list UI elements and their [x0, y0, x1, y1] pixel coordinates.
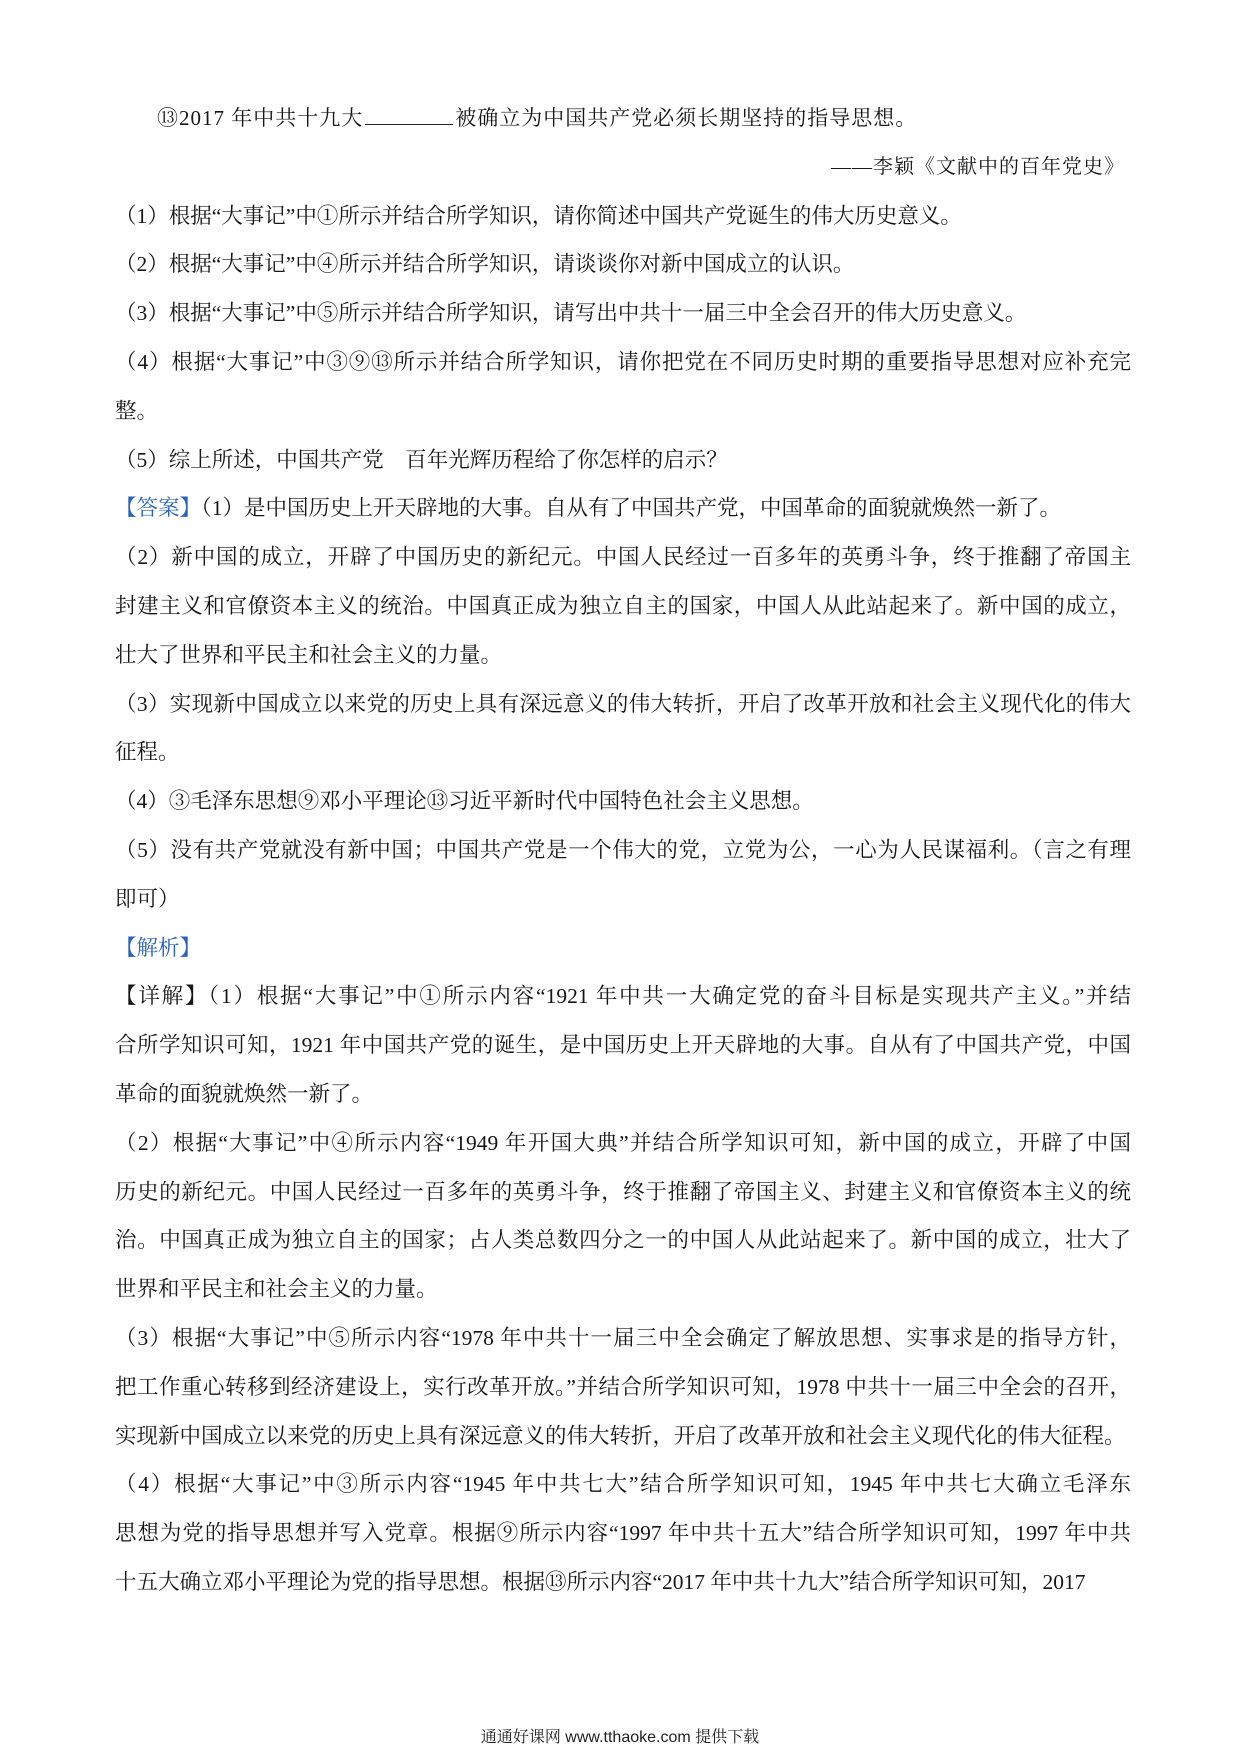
- question-item-text: （3）根据“大事记”中⑤所示并结合所学知识，请写出中共十一届三中全会召开的伟大历史意义。: [115, 301, 1027, 326]
- answer-item-text: （5）没有共产党就没有新中国；中国共产党是一个伟大的党，立党为公，一心为人民谋福利。（言之有理: [115, 837, 1131, 862]
- source-citation: ——李颖《文献中的百年党史》: [831, 155, 1125, 178]
- answer-item-text: （2）新中国的成立，开辟了中国历史的新纪元。中国人民经过一百多年的英勇斗争，终于推翻了帝国主: [115, 545, 1131, 570]
- question-item-line: [115, 338, 1131, 387]
- detail-item-line: [115, 1363, 1131, 1412]
- detail-item-line: [115, 1460, 1131, 1509]
- question-item-text: 整。: [115, 398, 159, 423]
- detail-item-line: [115, 1168, 1131, 1217]
- answer-item-text: （4）③毛泽东思想⑨邓小平理论⑬习近平新时代中国特色社会主义思想。: [115, 789, 814, 814]
- question-item-text: （4）根据“大事记”中③⑨⑬所示并结合所学知识，请你把党在不同历史时期的重要指导思想对应补充完: [115, 349, 1131, 374]
- question-item-line: [115, 387, 1131, 436]
- detail-section: [0, 972, 1240, 1606]
- answer-label: 【答案】: [115, 496, 202, 521]
- detail-item-text: 治。中国真正成为独立自主的国家；占人类总数四分之一的中国人从此站起来了。新中国的成立，壮大了: [115, 1228, 1131, 1253]
- detail-item-text: （3）根据“大事记”中⑤所示内容“1978 年中共十一届三中全会确定了解放思想、实事求是的指导方针，: [115, 1325, 1131, 1350]
- question-list: [0, 192, 1240, 485]
- detail-item-line: [115, 1509, 1131, 1558]
- footer-watermark: 通通好课网 www.tthaoke.com 提供下载: [480, 1729, 760, 1746]
- answer-item-line: [115, 680, 1131, 729]
- answer-item-line: [115, 777, 1131, 826]
- fill-in-blank: [365, 106, 453, 125]
- detail-item-text: 历史的新纪元。中国人民经过一百多年的英勇斗争，终于推翻了帝国主义、封建主义和官僚资本主义的统: [115, 1179, 1131, 1204]
- detail-item-text: 合所学知识可知，1921 年中国共产党的诞生，是中国历史上开天辟地的大事。自从有了中国共产党，中国: [115, 1033, 1131, 1058]
- detail-item-line: [115, 1021, 1131, 1070]
- detail-item-line: [115, 1265, 1131, 1314]
- answer-item-text: 征程。: [115, 740, 180, 765]
- detail-item-line: [115, 972, 1131, 1021]
- answer-item-text: （3）实现新中国成立以来党的历史上具有深远意义的伟大转折，开启了改革开放和社会主义现代化的伟大: [115, 691, 1131, 716]
- detail-item-text: 实现新中国成立以来党的历史上具有深远意义的伟大转折，开启了改革开放和社会主义现代化的伟大征程。: [115, 1423, 1126, 1448]
- detail-item-line: [115, 1216, 1131, 1265]
- answer-item-line: [115, 533, 1131, 582]
- event-item-13-rest: 被确立为中国共产党必须长期坚持的指导思想。: [455, 106, 918, 130]
- detail-item-text: 世界和平民主和社会主义的力量。: [115, 1277, 438, 1302]
- answer-item-text: 即可）: [115, 886, 180, 911]
- question-item-text: （5）综上所述，中国共产党 百年光辉历程给了你怎样的启示？: [115, 447, 728, 472]
- event-item-13: [157, 94, 1117, 143]
- detail-item-text: （1）根据“大事记”中①所示内容“1921 年中共一大确定党的奋斗目标是实现共产主义。”并结: [208, 984, 1131, 1009]
- answer-item-line: [115, 582, 1131, 631]
- answer-item-text: 壮大了世界和平民主和社会主义的力量。: [115, 642, 503, 667]
- answer-item-line: [115, 826, 1131, 875]
- answer-item-line: [115, 631, 1131, 680]
- detail-item-text: 思想为党的指导思想并写入党章。根据⑨所示内容“1997 年中共十五大”结合所学知识可知，1997 年中共: [115, 1521, 1131, 1546]
- detail-item-line: [115, 1119, 1131, 1168]
- detail-item-text: 把工作重心转移到经济建设上，实行改革开放。”并结合所学知识可知，1978 中共十一届三中全会的召开，: [115, 1374, 1131, 1399]
- detail-item-line: [115, 1070, 1131, 1119]
- detail-item-text: （2）根据“大事记”中④所示内容“1949 年开国大典”并结合所学知识可知，新中国的成立，开辟了中国: [115, 1130, 1131, 1155]
- detail-item-text: 十五大确立邓小平理论为党的指导思想。根据⑬所示内容“2017 年中共十九大”结合所学知识可知，2017: [115, 1569, 1086, 1594]
- detail-label: 【详解】: [115, 984, 209, 1009]
- detail-item-line: [115, 1314, 1131, 1363]
- question-item-line: [115, 192, 1131, 241]
- answer-item-line: [115, 484, 1131, 533]
- question-item-line: [115, 240, 1131, 289]
- analysis-label: 【解析】: [115, 935, 202, 960]
- question-item-text: （1）根据“大事记”中①所示并结合所学知识，请你简述中国共产党诞生的伟大历史意义。: [115, 203, 962, 228]
- document-page: [0, 94, 1240, 1607]
- detail-item-text: 革命的面貌就焕然一新了。: [115, 1081, 374, 1106]
- question-item-line: [115, 436, 1131, 485]
- answer-item-line: [115, 875, 1131, 924]
- answer-item-text: （1）是中国历史上开天辟地的大事。自从有了中国共产党，中国革命的面貌就焕然一新了。: [201, 496, 1062, 521]
- answer-item-line: [115, 728, 1131, 777]
- detail-item-line: [115, 1558, 1131, 1607]
- answer-section: [0, 484, 1240, 923]
- answer-item-text: 封建主义和官僚资本主义的统治。中国真正成为独立自主的国家，中国人从此站起来了。新中国的成立，: [115, 593, 1131, 618]
- event-item-13-text: ⑬2017 年中共十九大: [157, 106, 364, 130]
- analysis-heading: [115, 924, 1131, 973]
- detail-item-line: [115, 1412, 1131, 1461]
- question-item-line: [115, 289, 1131, 338]
- question-item-text: （2）根据“大事记”中④所示并结合所学知识，请谈谈你对新中国成立的认识。: [115, 252, 855, 277]
- detail-item-text: （4）根据“大事记”中③所示内容“1945 年中共七大”结合所学知识可知，1945 年中共七大确立毛泽东: [115, 1472, 1131, 1497]
